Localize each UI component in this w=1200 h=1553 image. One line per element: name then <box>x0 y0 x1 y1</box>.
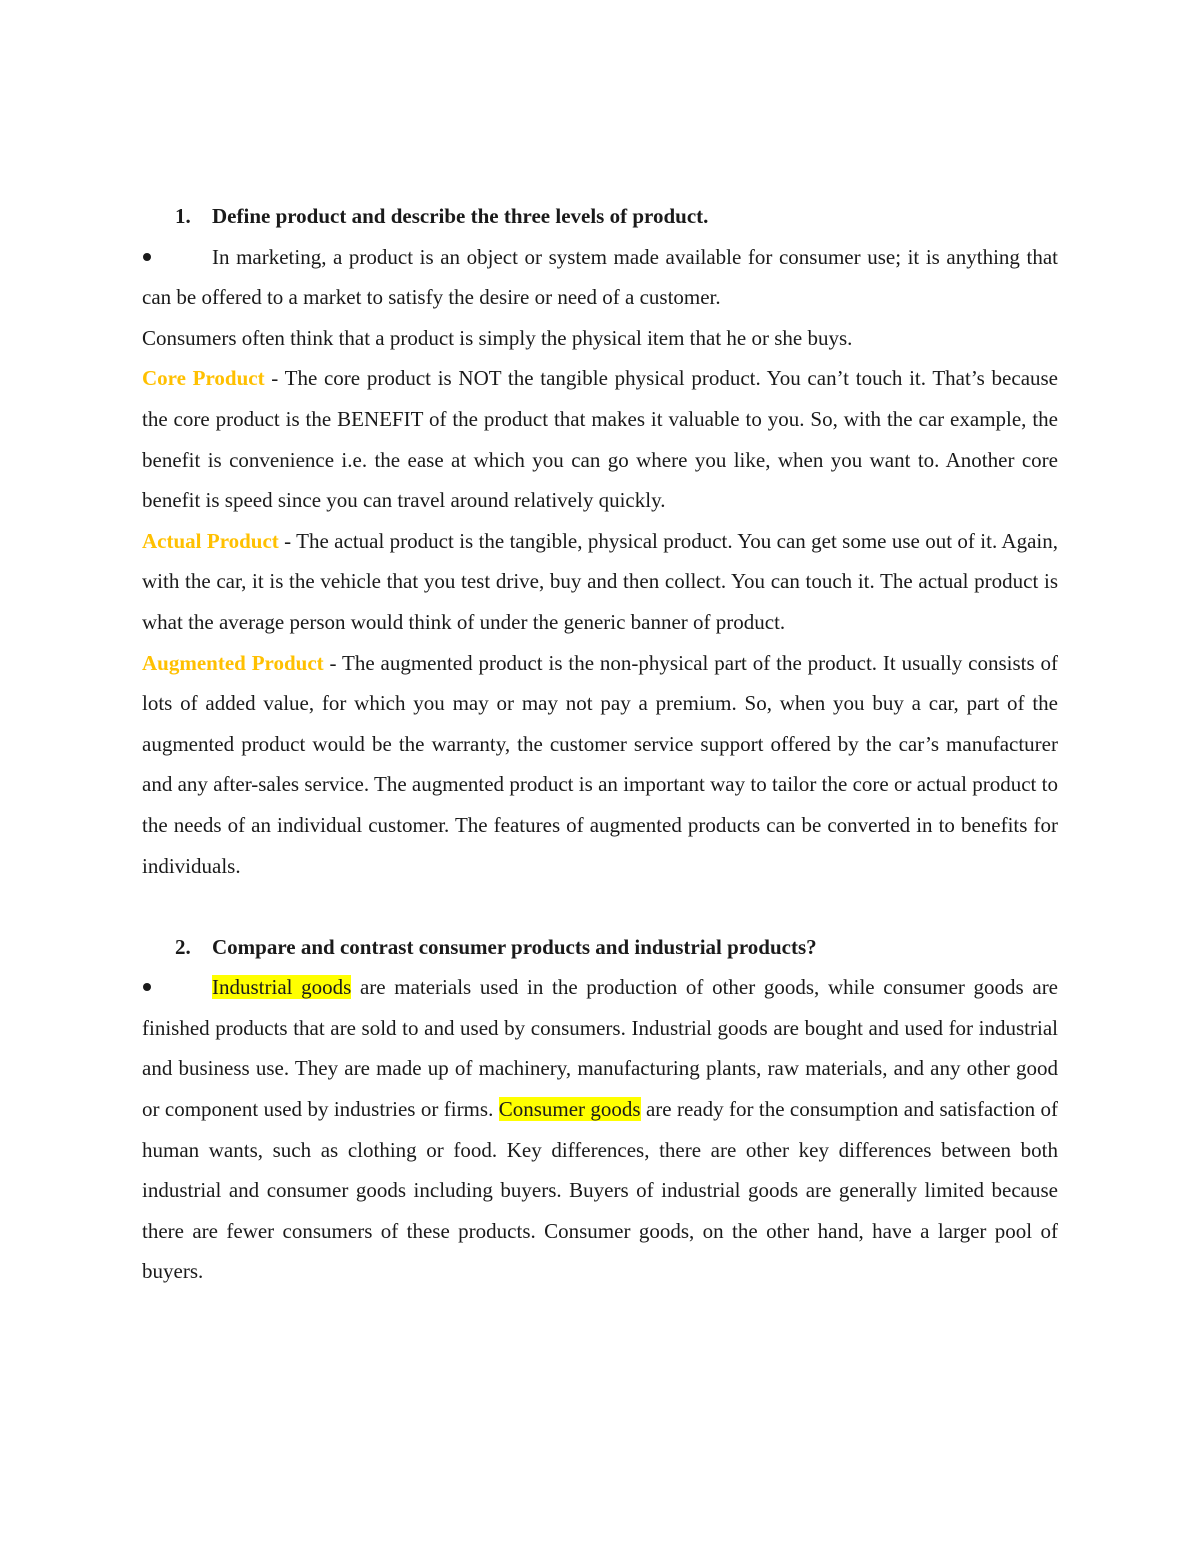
core-product-text: - The core product is NOT the tangible physical product. You can’t touch it. That’s because the core product is the BENEFIT of the product that makes it valuable to you. So, with the car example, the benefit is convenience i.e. the ease at which you can go where you like, when you want to. Another core benefit is speed since you can travel around relatively quickly. <box>142 366 1059 513</box>
consumer-goods-highlight: Consumer goods <box>498 1097 641 1122</box>
question-1-number: 1. <box>175 204 191 228</box>
bullet-icon <box>143 253 151 261</box>
question-2-text: Compare and contrast consumer products and industrial products? <box>212 934 817 959</box>
core-product-term: Core Product <box>142 366 265 391</box>
consumers-paragraph <box>142 318 1058 359</box>
question-2-heading <box>142 927 1058 968</box>
augmented-product-paragraph <box>142 643 1058 887</box>
augmented-product-term: Augmented Product <box>142 650 324 675</box>
industrial-goods-text: are materials used in the production of other goods, while consumer goods are finished products that are sold to and used by consumers. Industrial goods are bought and used for industrial and business use. They are made up of machinery, manufacturing plants, raw materials, and any other good or component used by industries or firms. <box>142 975 1059 1122</box>
document-body <box>142 196 1058 1292</box>
core-product-paragraph <box>142 358 1058 520</box>
product-definition-text: In marketing, a product is an object or system made available for consumer use; it is anything that can be offered to a market to satisfy the desire or need of a customer. <box>142 244 1058 310</box>
consumers-text: Consumers often think that a product is simply the physical item that he or she buys. <box>142 325 853 350</box>
question-2-number: 2. <box>175 934 191 959</box>
paragraph-spacer <box>142 886 1058 927</box>
actual-product-text: - The actual product is the tangible, physical product. You can get some use out of it. Again, with the car, it is the vehicle that you test drive, buy and then collect. You can touch it. The actual product is what the average person would think of under the generic banner of product. <box>142 528 1058 634</box>
industrial-goods-highlight: Industrial goods <box>212 975 352 1000</box>
question-1-text: Define product and describe the three levels of product. <box>212 204 709 228</box>
question-1-heading <box>142 196 1058 237</box>
bullet-icon <box>143 983 151 991</box>
product-definition-bullet <box>142 237 1058 318</box>
augmented-product-text: - The augmented product is the non-physical part of the product. It usually consists of lots of added value, for which you may or may not pay a premium. So, when you buy a car, part of the augmented product would be the warranty, the customer service support offered by the car’s manufacturer and any after-sales service. The augmented product is an important way to tailor the core or actual product to the needs of an individual customer. The features of augmented products can be converted in to benefits for individuals. <box>142 650 1058 878</box>
actual-product-paragraph <box>142 521 1058 643</box>
actual-product-term: Actual Product <box>142 528 279 553</box>
goods-comparison-bullet <box>142 967 1058 1292</box>
consumer-goods-text: are ready for the consumption and satisfaction of human wants, such as clothing or food. Key differences, there are other key differences between both industrial and consumer goods including buyers. Buyers of industrial goods are generally limited because there are fewer consumers of these products. Consumer goods, on the other hand, have a larger pool of buyers. <box>142 1097 1059 1284</box>
